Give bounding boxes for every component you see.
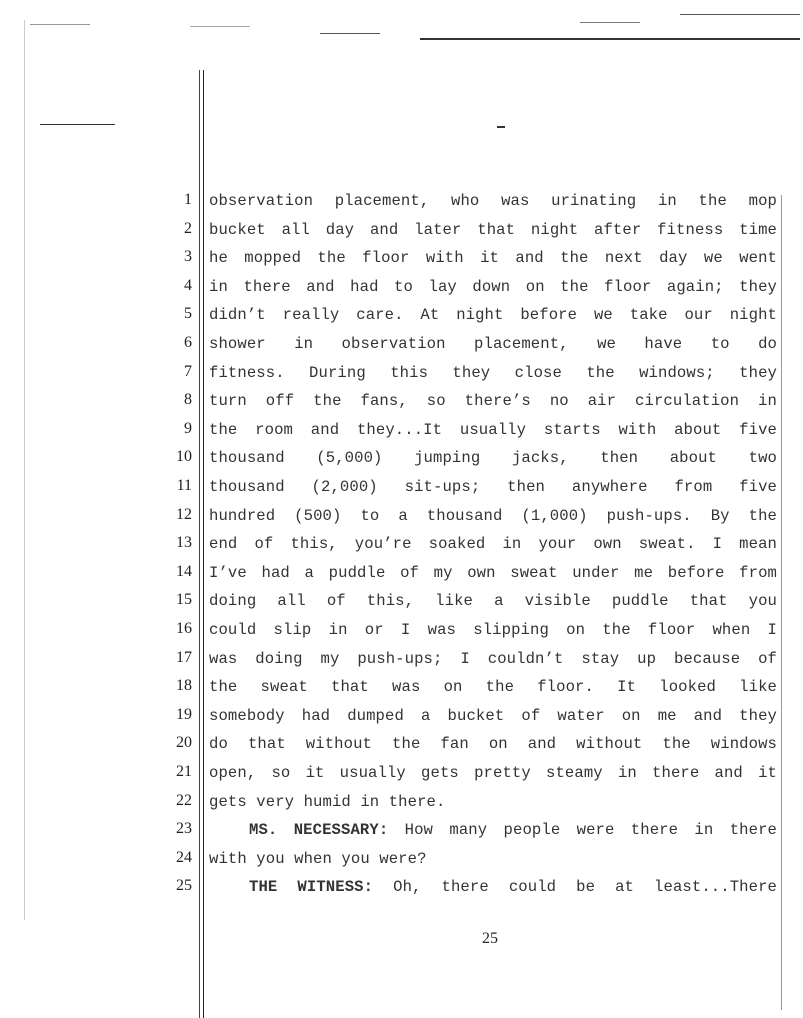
speaker-text: Oh, there could be at least...There [373,878,777,897]
line-number: 9 [184,419,192,437]
line-number: 10 [176,448,192,466]
scan-artifact [680,14,800,15]
line-number: 19 [176,705,192,723]
scan-artifact [30,24,90,25]
line-text: the room and they...It usually starts with about five [209,420,777,439]
scan-artifact [40,124,115,125]
transcript-line [0,646,803,675]
transcript-line [0,674,803,703]
transcript-line [0,817,803,846]
transcript-line [0,560,803,589]
line-number: 5 [184,305,192,323]
line-number: 1 [184,191,192,208]
line-text: fitness. During this they close the windows; they [209,363,777,382]
speaker-text: How many people were there in there [388,821,777,840]
line-text: I’ve had a puddle of my own sweat under me before from [209,563,777,582]
transcript-line [0,445,803,474]
line-text: doing all of this, like a visible puddle that you [209,592,777,611]
scan-artifact [580,22,640,23]
line-number: 14 [176,562,192,580]
line-text: was doing my push-ups; I couldn’t stay up because of [209,649,777,668]
transcript-line [0,417,803,446]
line-number: 16 [176,620,192,637]
line-text: he mopped the floor with it and the next day we went [209,249,777,268]
transcript-line [0,474,803,503]
transcript-line [0,360,803,389]
transcript-line [0,531,803,560]
scan-artifact [420,38,800,40]
transcript-line [0,789,803,818]
line-number: 22 [176,791,192,809]
line-text: somebody had dumped a bucket of water on me and they [209,706,777,725]
line-number: 23 [176,820,192,838]
line-text: hundred (500) to a thousand (1,000) push-ups. By the [209,506,777,525]
line-number: 21 [176,763,192,780]
transcript-line [0,302,803,331]
line-text: open, so it usually gets pretty steamy in there and it [209,764,777,782]
transcript-line [0,331,803,360]
line-number: 17 [176,648,192,666]
transcript-line [0,274,803,303]
transcript-line [0,731,803,760]
page-number: 25 [482,930,498,947]
line-text: in there and had to lay down on the floor again; they [209,277,777,296]
line-text: could slip in or I was slipping on the floor when I [209,621,777,639]
line-number: 8 [184,391,192,409]
transcript-line [0,503,803,532]
line-text: didn’t really care. At night before we take our night [209,306,777,325]
line-number: 15 [176,591,192,609]
line-text: end of this, you’re soaked in your own sweat. I mean [209,535,777,554]
scan-artifact [190,26,250,27]
transcript-line [0,703,803,732]
line-number: 12 [176,505,192,523]
line-number: 4 [184,276,192,294]
transcript-line [0,760,803,789]
scan-artifact [320,33,380,34]
line-number: 18 [176,677,192,695]
line-number: 6 [184,334,192,351]
scan-artifact [497,126,505,128]
transcript-line [0,245,803,274]
transcript-line [0,217,803,246]
transcript-line [0,846,803,875]
line-number: 24 [176,848,192,866]
line-text: thousand (5,000) jumping jacks, then about two [209,449,777,468]
transcript-line [0,617,803,646]
line-number: 25 [176,877,192,895]
line-text: the sweat that was on the floor. It looked like [209,678,777,697]
transcript-line [0,874,803,903]
line-number: 3 [184,248,192,266]
transcript-line [0,188,803,217]
line-text: gets very humid in there. [209,792,446,811]
line-text: do that without the fan on and without the windows [209,735,777,754]
line-text: thousand (2,000) sit-ups; then anywhere from five [209,478,777,496]
line-text [209,878,777,896]
line-text: bucket all day and later that night after fitness time [209,220,777,239]
line-number: 13 [176,534,192,552]
line-text: shower in observation placement, we have to do [209,335,777,353]
transcript-line [0,588,803,617]
line-number: 11 [176,477,192,494]
line-text [209,821,777,839]
line-text: observation placement, who was urinating in the mop [209,192,777,210]
line-number: 20 [176,734,192,752]
line-text: turn off the fans, so there’s no air circulation in [209,392,777,411]
speaker-label: MS. NECESSARY: [249,821,389,840]
transcript-line [0,388,803,417]
line-number: 2 [184,219,192,237]
speaker-label: THE WITNESS: [249,878,374,897]
line-number: 7 [184,362,192,380]
line-text: with you when you were? [209,849,427,868]
